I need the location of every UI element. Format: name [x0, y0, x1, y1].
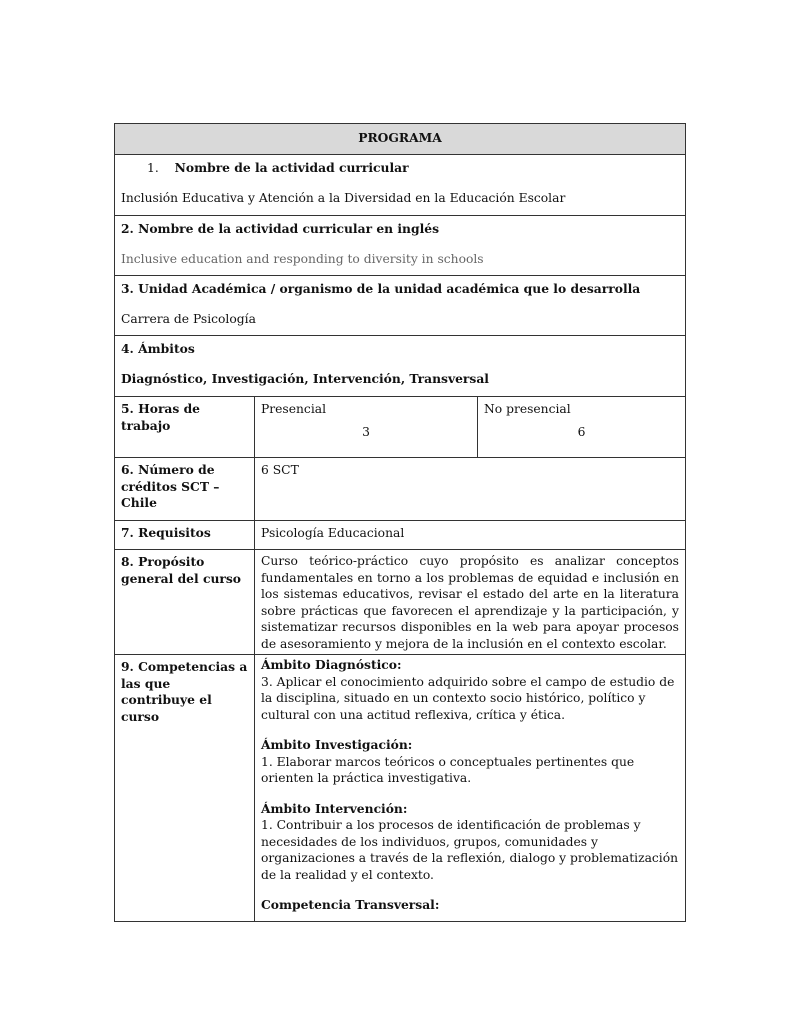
program-title: PROGRAMA: [358, 130, 442, 145]
section-6-label: 6. Número de créditos SCT – Chile: [121, 462, 220, 510]
presencial-label: Presencial: [261, 402, 327, 416]
section-3-label: 3. Unidad Académica / organismo de la unidad académica que lo desarrolla: [121, 281, 641, 296]
section-2-value: Inclusive education and responding to diversity in schools: [121, 251, 484, 266]
competencia-block-diagnostico: [261, 657, 679, 723]
section-8-value: Curso teórico-práctico cuyo propósito es analizar conceptos fundamentales en torno a los problemas de equidad e inclusión en los sistemas educativos, revisar el estado del arte en la literatura sobre prácticas que favorecen el aprendizaje y la participación, y sistematizar recursos disponibles en la web para apoyar procesos de asesoramiento y mejora de la inclusión en el contexto escolar.: [254, 550, 685, 654]
section-5-row: [115, 396, 685, 457]
section-3-value: Carrera de Psicología: [121, 311, 256, 326]
section-1-value: Inclusión Educativa y Atención a la Diversidad en la Educación Escolar: [121, 190, 566, 205]
competencia-text: 1. Contribuir a los procesos de identificación de problemas y necesidades de los individuos, grupos, comunidades y organizaciones a través de la reflexión, dialogo y problematización de la realidad y el contexto.: [261, 818, 679, 882]
presencial-cell: [254, 397, 477, 457]
section-7-row: [115, 520, 685, 549]
no-presencial-value: 6: [577, 424, 586, 439]
section-1-number: 1.: [147, 161, 159, 175]
section-4-value: Diagnóstico, Investigación, Intervención, Transversal: [121, 370, 489, 386]
section-1-row: [115, 154, 685, 215]
section-6-value: 6 SCT: [254, 458, 685, 520]
competencia-block-intervencion: [261, 801, 679, 884]
competencia-heading: Ámbito Diagnóstico:: [261, 657, 402, 672]
section-4-label: 4. Ámbitos: [121, 341, 195, 356]
section-3-row: [115, 275, 685, 335]
competencia-block-investigacion: [261, 737, 679, 787]
section-5-label: 5. Horas de trabajo: [121, 401, 201, 433]
competencias-cell: [254, 655, 685, 921]
section-8-row: [115, 549, 685, 654]
section-2-row: [115, 215, 685, 275]
section-9-row: [115, 654, 685, 921]
section-1-heading: [121, 160, 679, 177]
competencia-text: 1. Elaborar marcos teóricos o conceptuales pertinentes que orienten la práctica investigativa.: [261, 754, 635, 785]
section-8-label: 8. Propósito general del curso: [121, 554, 241, 586]
competencia-text: 3. Aplicar el conocimiento adquirido sobre el campo de estudio de la disciplina, situado en un contexto socio histórico, político y cultural con una actitud reflexiva, crítica y ética.: [261, 674, 675, 722]
section-4-row: [115, 335, 685, 396]
section-9-label: 9. Competencias a las que contribuye el curso: [121, 659, 248, 724]
competencia-heading: Ámbito Intervención:: [261, 800, 408, 816]
section-6-row: [115, 457, 685, 520]
presencial-value: 3: [362, 424, 370, 439]
competencia-heading: Competencia Transversal:: [261, 897, 440, 912]
section-7-value: Psicología Educacional: [254, 521, 685, 549]
table-header-row: [115, 124, 685, 154]
no-presencial-label: No presencial: [484, 402, 571, 416]
section-2-label: 2. Nombre de la actividad curricular en inglés: [121, 221, 440, 236]
section-1-label: Nombre de la actividad curricular: [174, 160, 409, 175]
program-table: [114, 123, 686, 922]
section-7-label: 7. Requisitos: [121, 525, 211, 540]
competencia-heading: Ámbito Investigación:: [261, 737, 413, 752]
competencia-block-transversal: [261, 897, 679, 914]
no-presencial-cell: [477, 397, 685, 457]
